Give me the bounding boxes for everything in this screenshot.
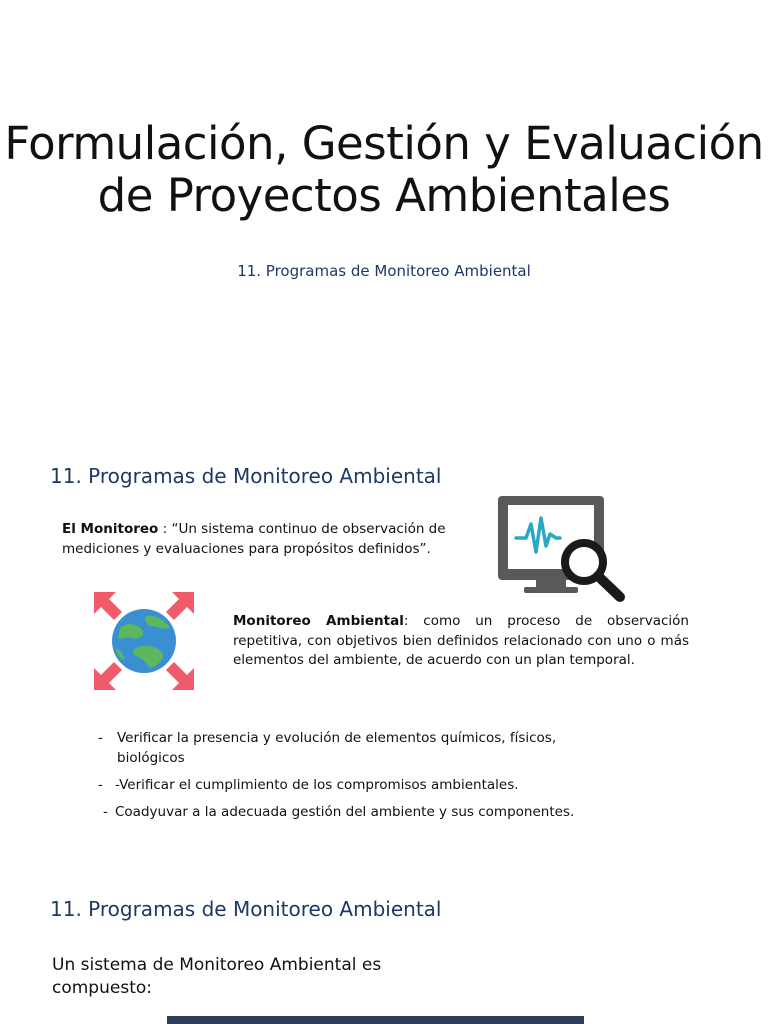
- arrow-top-right: [166, 592, 194, 620]
- list-item: [103, 802, 108, 822]
- slide-subtitle: 11. Programas de Monitoreo Ambiental: [237, 262, 531, 280]
- list-item-text: [117, 728, 617, 768]
- list-item-line: biológicos: [117, 750, 185, 766]
- definition-text: : “Un sistema continuo de observación de mediciones y evaluaciones para propósitos definidos”.: [62, 521, 446, 557]
- definition-term: Monitoreo Ambiental: [233, 613, 404, 629]
- monitor-base: [524, 587, 578, 593]
- composed-text: Un sistema de Monitoreo Ambiental es compuesto:: [52, 955, 382, 998]
- definition-text: : como un proceso de observación repetitiva, con objetivos bien definidos relacionado con uno o más elementos del ambiente, de acuerdo con un plan temporal.: [233, 613, 689, 668]
- arrow-bottom-right: [166, 662, 194, 690]
- list-item-text: Coadyuvar a la adecuada gestión del ambiente y sus componentes.: [115, 804, 575, 820]
- monitor-stand: [536, 580, 566, 588]
- magnifier-handle: [598, 576, 620, 597]
- slide-title: [0, 118, 768, 222]
- list-item-text: -Verificar el cumplimiento de los compromisos ambientales.: [115, 777, 519, 793]
- bullet-marker: -: [98, 730, 103, 746]
- arrow-top-left: [94, 592, 122, 620]
- environmental-monitoring-definition: [233, 612, 689, 671]
- list-item-line: Verificar la presencia y evolución de elementos químicos, físicos,: [117, 730, 557, 746]
- slide-title-line2: de Proyectos Ambientales: [97, 169, 671, 222]
- globe-sea: [112, 609, 176, 673]
- list-item: [98, 728, 103, 748]
- globe-arrows-icon: [90, 588, 198, 694]
- table-header-bar: [167, 1016, 584, 1024]
- section-heading-2: 11. Programas de Monitoreo Ambiental: [50, 464, 442, 488]
- list-item: [98, 775, 103, 795]
- bullet-marker: -: [103, 804, 108, 820]
- bullet-marker: -: [98, 777, 103, 793]
- slide-title-line1: Formulación, Gestión y Evaluación: [4, 117, 764, 170]
- monitoring-definition: [62, 519, 472, 559]
- arrow-bottom-left: [94, 662, 122, 690]
- definition-term: El Monitoreo: [62, 521, 159, 537]
- section-heading-3: 11. Programas de Monitoreo Ambiental: [50, 897, 442, 921]
- monitor-search-icon: [496, 494, 628, 602]
